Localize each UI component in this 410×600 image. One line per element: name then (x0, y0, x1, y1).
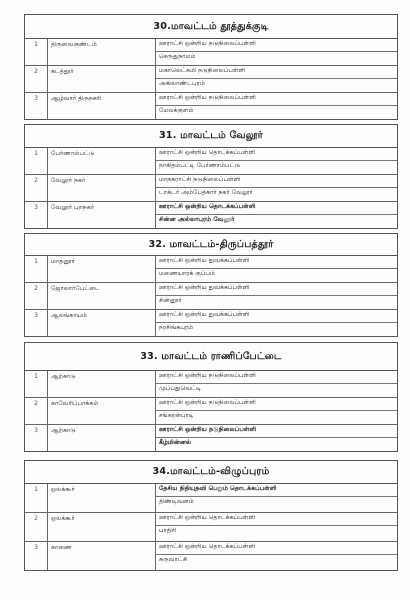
table-row (25, 310, 397, 336)
block-name: ஒலக்கூர் (48, 513, 156, 541)
table-row (25, 398, 397, 425)
school-cell (156, 148, 397, 174)
table-row (25, 513, 397, 542)
row-number: 3 (25, 93, 48, 119)
district-title: 32. மாவட்டம்-திருப்பத்தூர் (25, 234, 397, 256)
school-name: ஊராட்சி ஒன்றிய தொடக்கப்பள்ளி (156, 148, 397, 161)
school-village: திண்டிவனம் (159, 498, 194, 505)
school-name: ஊராட்சி ஒன்றிய நடுநிலைப்பள்ளி (156, 371, 397, 384)
school-village: கீழ்மின்னல் (159, 439, 192, 446)
block-name: பேர்ணாம்பட்டு (48, 148, 156, 174)
block-name: வேலூர் புறநகர் (48, 202, 156, 228)
school-name: ஊராட்சி ஒன்றிய தொடக்கப்பள்ளி (156, 542, 397, 555)
district-section (24, 14, 398, 120)
block-name: மாதனூர் (48, 256, 156, 282)
block-name: ஜோலார்பேட்டை (48, 283, 156, 309)
school-name: ஊராட்சி ஒன்றிய துவக்கப்பள்ளி (156, 310, 397, 323)
district-section (24, 342, 398, 452)
school-cell (156, 66, 397, 92)
table-row (25, 256, 397, 283)
school-village: சின்ன அல்லாபுரம் வேலூர் (159, 216, 235, 223)
school-name: ஊராட்சி ஒன்றிய நடுநிலைப்பள்ளி (156, 93, 397, 106)
row-number: 1 (25, 39, 48, 65)
district-title: 31. மாவட்டம் வேலூர் (25, 125, 397, 148)
row-number: 2 (25, 66, 48, 92)
block-name: ஒலக்கூர் (48, 484, 156, 512)
block-name: ஆற்காடு (48, 371, 156, 397)
block-name: கடத்தூர் (48, 66, 156, 92)
school-name: ஊராட்சி ஒன்றிய நடுநிலைப்பள்ளி (156, 398, 397, 411)
school-cell (156, 513, 397, 541)
block-name: ஆற்காடு (48, 425, 156, 451)
school-name: ஊராட்சி ஒன்றிய துவக்கப்பள்ளி (156, 283, 397, 296)
school-name: ஊராட்சி ஒன்றிய துவக்கப்பள்ளி (156, 256, 397, 269)
table-row (25, 148, 397, 175)
row-number: 3 (25, 542, 48, 570)
school-village: முப்பதுவெட்டி (159, 385, 202, 392)
table-row (25, 542, 397, 570)
table-row (25, 484, 397, 513)
district-school-table (24, 14, 398, 571)
district-section (24, 460, 398, 571)
school-village: மேலக்குளம் (159, 107, 194, 114)
school-name: ஊராட்சி ஒன்றிய நடுநிலைப்பள்ளி (156, 425, 397, 438)
table-row (25, 202, 397, 228)
table-row (25, 39, 397, 66)
school-cell (156, 39, 397, 65)
row-number: 1 (25, 148, 48, 174)
school-village: செருதுநாமம் (159, 53, 196, 60)
school-village: நரசிங்கபுரம் (159, 324, 194, 331)
block-name: காணை (48, 542, 156, 570)
school-name: மகாலெட்சுமி நடுநிலைப்பள்ளி (156, 66, 397, 79)
school-cell (156, 425, 397, 451)
school-village: மணையாரக் குப்பம் (159, 270, 216, 277)
school-village: சின்னூர் (159, 297, 182, 304)
school-village: அகிலாண்டபுரம் (159, 80, 205, 87)
district-section (24, 124, 398, 229)
district-title: 30.மாவட்டம் தூத்துக்குடி (25, 15, 397, 39)
school-village: டாக்டர் அம்பேத்கார் நகர் வேலூர் (159, 189, 253, 196)
row-number: 3 (25, 310, 48, 336)
school-village: சங்கரன்பாடி (159, 412, 194, 419)
row-number: 2 (25, 283, 48, 309)
district-title: 34.மாவட்டம்-விழுப்புரம் (25, 461, 397, 484)
row-number: 1 (25, 484, 48, 512)
school-cell (156, 310, 397, 336)
school-cell (156, 93, 397, 119)
row-number: 2 (25, 175, 48, 201)
district-title: 33. மாவட்டம் ராணிப்பேட்டை (25, 343, 397, 371)
school-cell (156, 283, 397, 309)
school-village: நாகிதம்பட்டி பேர்ணாம்பட்டு (159, 162, 241, 169)
row-number: 2 (25, 513, 48, 541)
school-cell (156, 371, 397, 397)
row-number: 3 (25, 202, 48, 228)
table-row (25, 283, 397, 310)
table-row (25, 425, 397, 451)
school-name: மாநகராட்சி நடுநிலைப்பள்ளி (156, 175, 397, 188)
school-cell (156, 542, 397, 570)
block-name: திருவைகுண்டம் (48, 39, 156, 65)
school-cell (156, 256, 397, 282)
school-name: ஊராட்சி ஒன்றிய தொடக்கப்பள்ளி (156, 513, 397, 526)
row-number: 1 (25, 256, 48, 282)
block-name: காவேரிப்பாக்கம் (48, 398, 156, 424)
row-number: 1 (25, 371, 48, 397)
row-number: 2 (25, 398, 48, 424)
table-row (25, 175, 397, 202)
school-cell (156, 202, 397, 228)
school-cell (156, 398, 397, 424)
district-section (24, 233, 398, 337)
school-cell (156, 484, 397, 512)
school-village: சுருவாட்சி (159, 556, 188, 563)
school-village: பாதிரி (159, 527, 177, 534)
block-name: ஆலங்காயம் (48, 310, 156, 336)
school-name: தேசிய நிதியுதவி பெறும் தொடக்கப்பள்ளி (156, 484, 397, 497)
block-name: வேலூர் நகர் (48, 175, 156, 201)
school-name: ஊராட்சி ஒன்றிய தொடக்கப்பள்ளி (156, 202, 397, 215)
table-row (25, 93, 397, 119)
row-number: 3 (25, 425, 48, 451)
table-row (25, 371, 397, 398)
school-cell (156, 175, 397, 201)
block-name: ஆழ்வார் திருநகரி (48, 93, 156, 119)
table-row (25, 66, 397, 93)
school-name: ஊராட்சி ஒன்றிய நடுநிலைப்பள்ளி (156, 39, 397, 52)
